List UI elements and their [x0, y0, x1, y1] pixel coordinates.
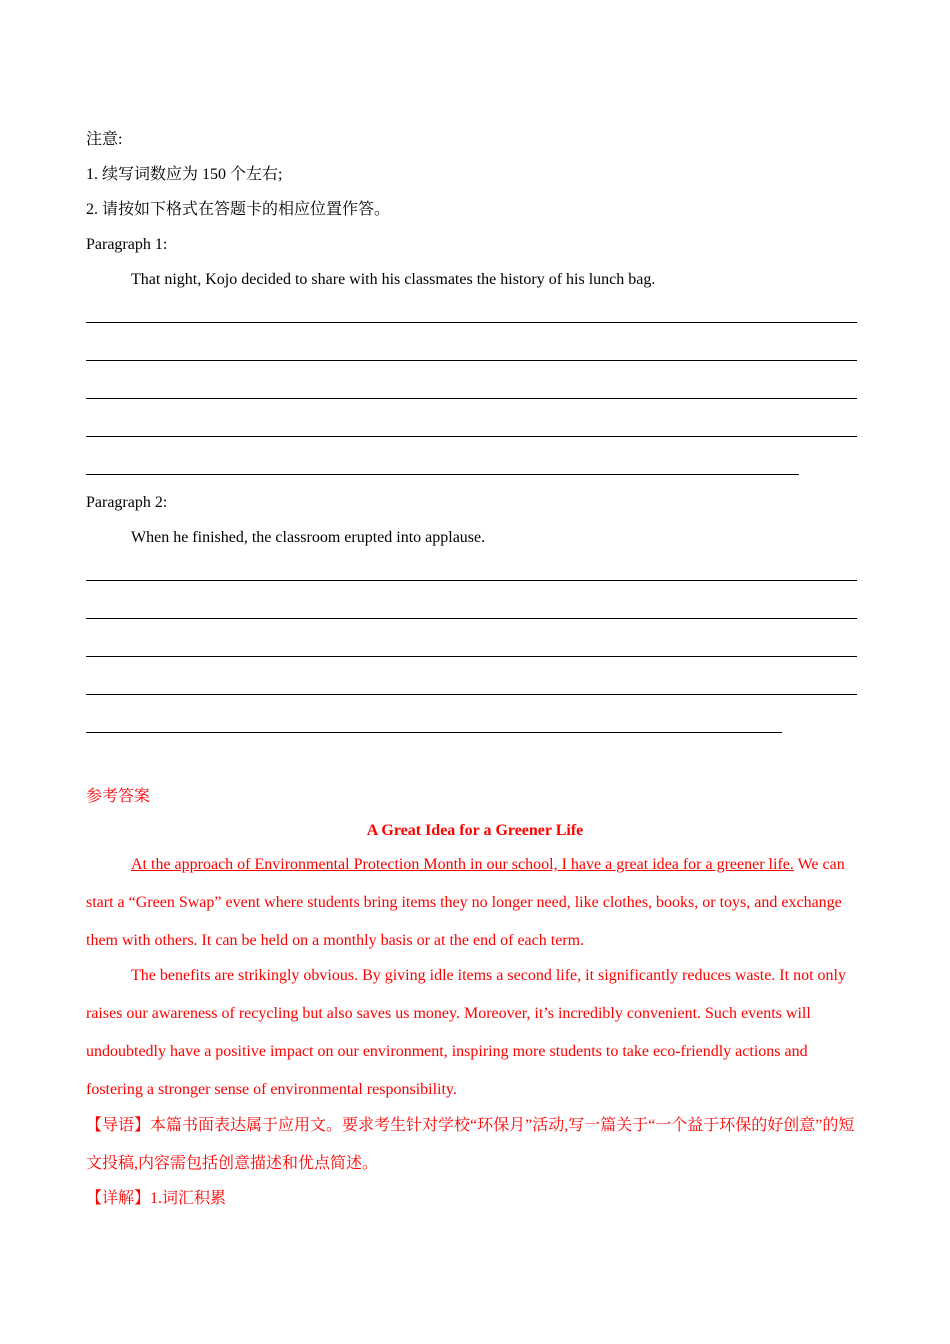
answer-title: A Great Idea for a Greener Life	[366, 822, 584, 839]
notes-heading: 注意:	[86, 131, 123, 148]
writing-line	[86, 618, 857, 619]
writing-line	[86, 474, 799, 475]
writing-line	[86, 360, 857, 361]
notes-item-1: 1. 续写词数应为 150 个左右;	[86, 166, 283, 183]
writing-line	[86, 694, 857, 695]
writing-line	[86, 398, 857, 399]
writing-line	[86, 436, 857, 437]
answer-heading: 参考答案	[86, 788, 151, 805]
paragraph1-label: Paragraph 1:	[86, 236, 168, 253]
paragraph1-opening: That night, Kojo decided to share with his classmates the history of his lunch bag.	[131, 271, 656, 288]
answer-detail: 【详解】1.词汇积累	[86, 1190, 227, 1207]
answer-guide: 【导语】本篇书面表达属于应用文。要求考生针对学校“环保月”活动,写一篇关于“一个益于环保的好创意”的短文投稿,内容需包括创意描述和优点简述。	[86, 1117, 855, 1172]
writing-line	[86, 580, 857, 581]
writing-line	[86, 656, 857, 657]
paragraph2-opening: When he finished, the classroom erupted into applause.	[131, 529, 486, 546]
answer-paragraph-1-rest: We can start a “Green Swap” event where students bring items they no longer need, like clothes, books, or toys, and exchange them with others. It can be held on a monthly basis or at the end of each term.	[86, 856, 845, 949]
paragraph2-label: Paragraph 2:	[86, 494, 168, 511]
answer-paragraph-1	[86, 846, 856, 960]
answer-paragraph-2: The benefits are strikingly obvious. By giving idle items a second life, it significantly reduces waste. It not only raises our awareness of recycling but also saves us money. Moreover, it’s incredibly convenient. Such events will undoubtedly have a positive impact on our environment, inspiring more students to take eco-friendly actions and fostering a stronger sense of environmental responsibility.	[86, 967, 846, 1098]
notes-item-2: 2. 请按如下格式在答题卡的相应位置作答。	[86, 201, 391, 218]
writing-line	[86, 732, 782, 733]
answer-thesis-underlined: At the approach of Environmental Protection Month in our school, I have a great idea for a greener life.	[131, 856, 794, 873]
writing-line	[86, 322, 857, 323]
